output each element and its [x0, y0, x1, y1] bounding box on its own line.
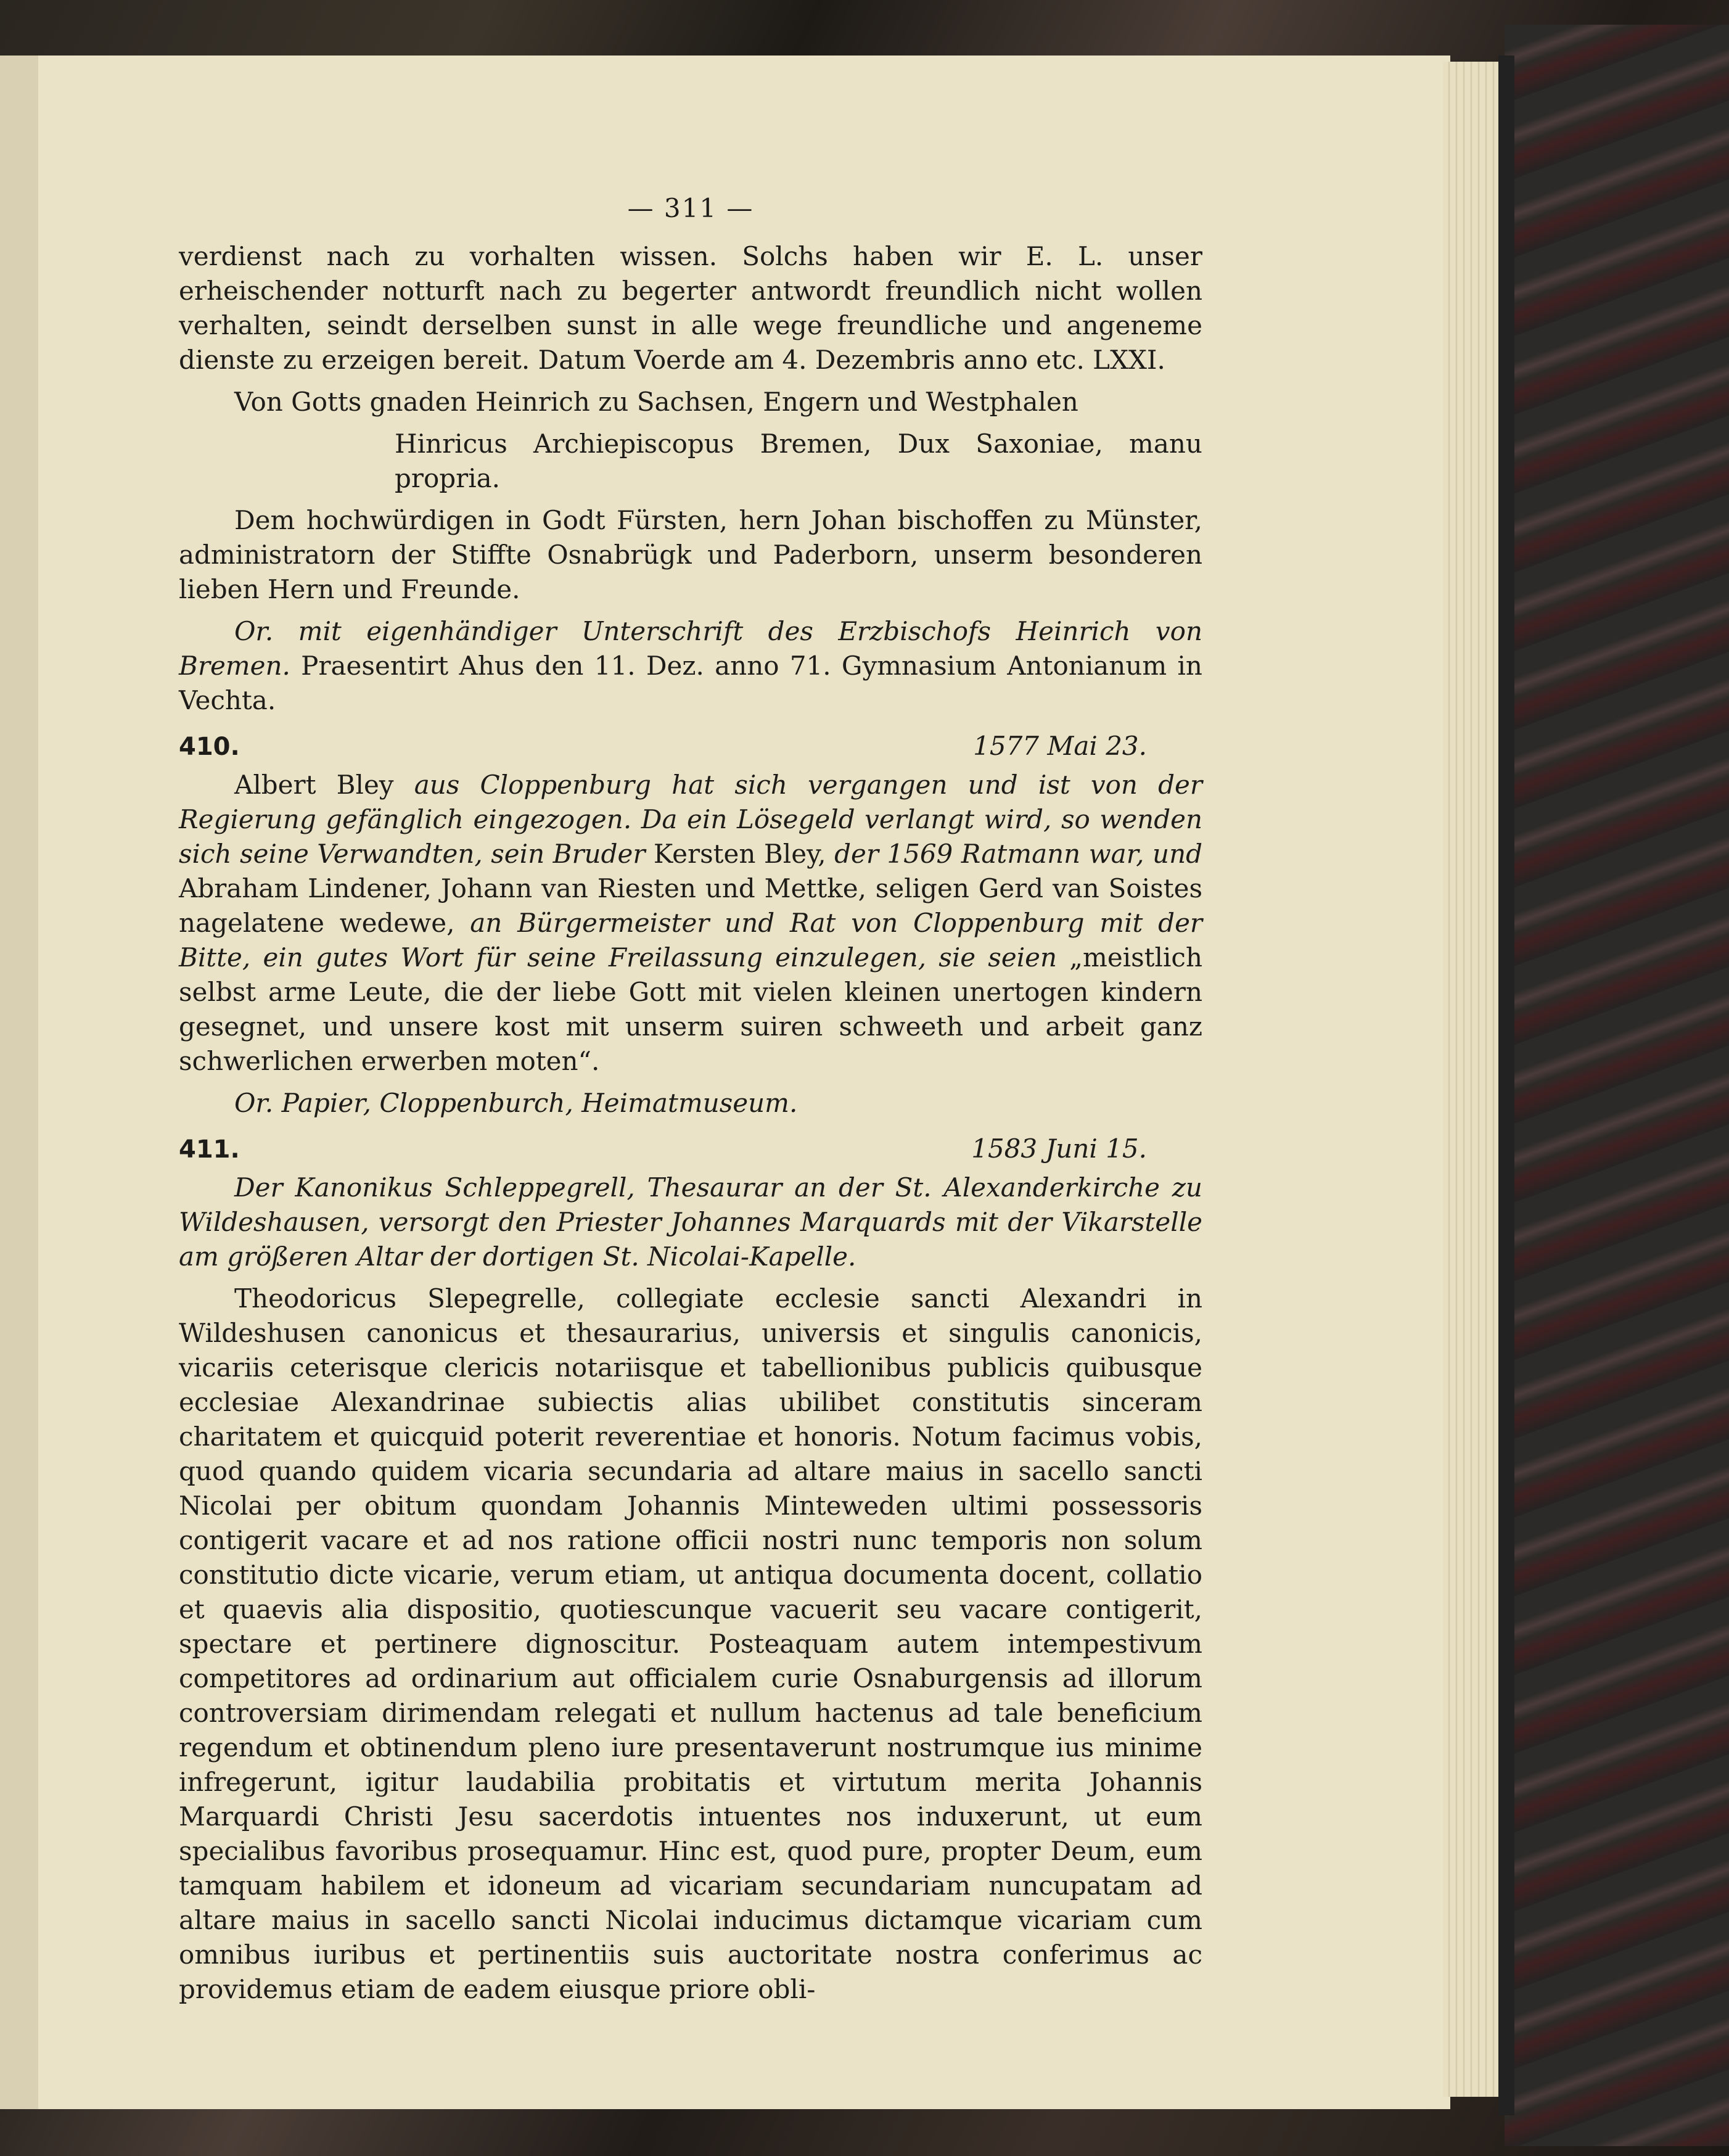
entry-410-source: Or. Papier, Cloppenburch, Heimatmuseum. — [234, 1088, 798, 1118]
entry-411-header — [179, 1132, 1202, 1167]
letter-ending: verdienst nach zu vorhalten wissen. Solchs haben wir E. L. unser erheischender notturft nach zu begerter antwordt freundlich nicht wollen verhalten, seindt derselben sunst in alle wege freundliche und angeneme dienste zu erzeigen bereit. Datum Voerde am 4. Dezembris anno etc. LXXI. — [179, 241, 1202, 375]
entry-411-date: 1583 Juni 15. — [971, 1134, 1147, 1164]
entry-411-body: Theodoricus Slepegrelle, collegiate ecclesie sancti Alexandri in Wildeshusen canonicus et thesaurarius, universis et singulis canonicis, vicariis ceterisque clericis notariisque et tabellionibus publicis quibusque ecclesiae Alexandrinae subiectis alias ubilibet constitutis sinceram charitatem et quicquid poterit reverentiae et honoris. Notum facimus vobis, quod quando quidem vicaria secundaria ad altare maius in sacello sancti Nicolai per obitum quondam Johannis Minteweden ultimi possessoris contigerit vacare et ad nos ratione officii nostri nunc temporis non solum constitutio dicte vicarie, verum etiam, ut antiqua documenta docent, collatio et quaevis alia dispositio, quotiescunque vacuerit seu vacare contigerit, spectare et pertinere dignoscitur. Posteaquam autem intempestivum competitores ad ordinarium aut officialem curie Osnaburgensis ad illorum controversiam dirimendam relegati et nullum hactenus ad tale beneficium regendum et obtinendum pleno iure presentaverunt nostrumque ius minime infregerunt, igitur laudabilia probitatis et virtutum merita Johannis Marquardi Christi Jesu sacerdotis intuentes nos induxerunt, ut eum specialibus favoribus prosequamur. Hinc est, quod pure, propter Deum, eum tamquam habilem et idoneum ad vicariam secundariam nuncupatam ad altare maius in sacello sancti Nicolai inducimus dictamque vicariam cum omnibus iuribus et pertinentiis suis auctoritate nostra conferimus ac providemus etiam de eadem eiusque priore obli- — [179, 1283, 1202, 2004]
entry-411-number: 411. — [179, 1135, 240, 1164]
address-paragraph: Dem hochwürdigen in Godt Fürsten, hern Johan bischoffen zu Münster, administratorn der Stiffte Osnabrügk und Paderborn, unserm besonderen lieben Hern und Freunde. — [179, 505, 1202, 604]
entry-410-summary — [179, 768, 1202, 1079]
facing-page-edge — [0, 56, 38, 2109]
page-text — [179, 191, 1202, 2014]
source-note-italic: Or. mit eigenhändiger Unterschrift des Erzbischofs Heinrich von Bremen. — [179, 616, 1202, 681]
text-run-italic: der 1569 Ratmann war, und — [826, 839, 1203, 869]
entry-410-header — [179, 729, 1202, 764]
marbled-endpaper — [1505, 25, 1729, 2146]
entry-411-summary: Der Kanonikus Schleppegrell, Thesaurar an der St. Alexanderkirche zu Wildeshausen, versorgt den Priester Johannes Marquards mit der Vikarstelle am größeren Altar der dortigen St. Nicolai-Kapelle. — [179, 1172, 1202, 1272]
text-run-italic: an Bürgermeister und Rat von Cloppenburg mit der Bitte, ein gutes Wort für seine Freilassung einzulegen, sie seien — [179, 908, 1203, 973]
text-run: Kersten Bley, — [653, 839, 826, 869]
page-stack-edges — [1443, 62, 1498, 2097]
text-run: Albert Bley — [234, 770, 394, 800]
binding — [1498, 56, 1514, 2115]
source-note-409 — [179, 614, 1202, 718]
entry-410-number: 410. — [179, 733, 240, 761]
text-run: „meistlich selbst arme Leute, die der liebe Gott mit vielen kleinen unertogen kindern gesegnet, und unsere kost mit unserm suiren schweeth und arbeit ganz schwerlichen erwerben moten“. — [179, 942, 1202, 1076]
text-run: Abraham Lindener, Johann van Riesten und Mettke, seligen Gerd van Soistes nagelatene wedewe, — [179, 873, 1202, 938]
page-number: — 311 — — [627, 193, 754, 223]
source-note-rest: Praesentirt Ahus den 11. Dez. anno 71. Gymnasium Antonianum in Vechta. — [179, 651, 1202, 715]
signature-line-2: Hinricus Archiepiscopus Bremen, Dux Saxoniae, manu propria. — [395, 429, 1202, 493]
text-run-italic: aus Cloppenburg hat sich vergangen und ist von der Regierung gefänglich eingezogen. Da ein Lösegeld verlangt wird, so wenden sich seine Verwandten, sein Bruder — [179, 770, 1202, 869]
entry-410-date: 1577 Mai 23. — [973, 731, 1147, 761]
signature-line-1: Von Gotts gnaden Heinrich zu Sachsen, Engern und Westphalen — [234, 387, 1078, 417]
